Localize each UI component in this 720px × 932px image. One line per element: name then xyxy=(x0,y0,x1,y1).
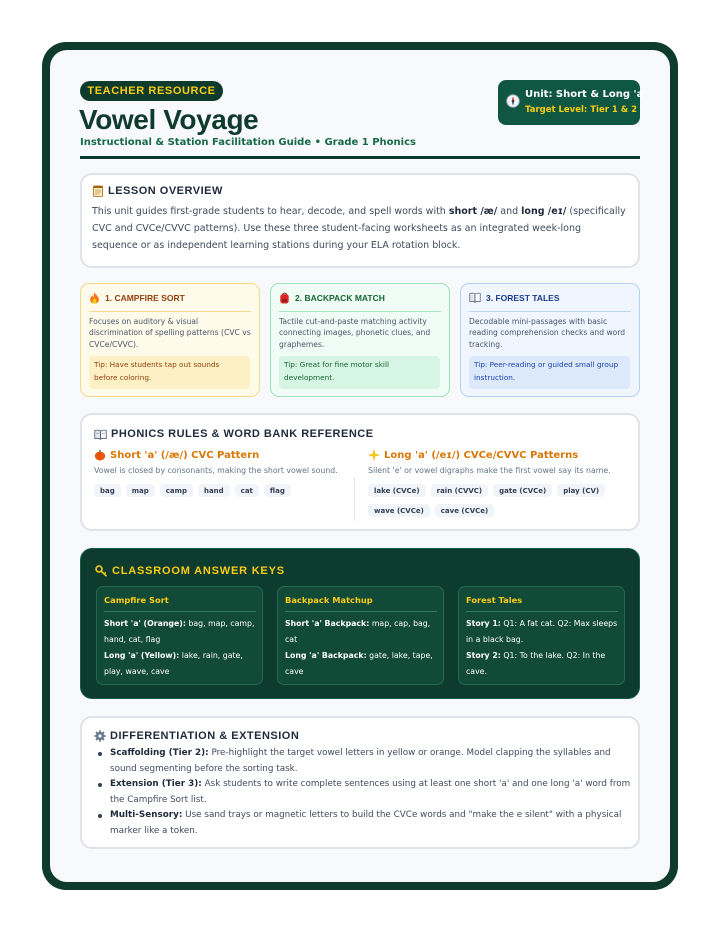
teacher-resource-badge: TEACHER RESOURCE xyxy=(80,81,223,101)
compass-icon xyxy=(506,94,520,108)
station-description: Decodable mini-passages with basic reading comprehension checks and word tracking. xyxy=(469,317,626,349)
short-a-column xyxy=(94,447,354,497)
word-chip: rain (CVVC) xyxy=(431,484,489,497)
word-chip: map xyxy=(126,484,155,497)
answer-keys-heading xyxy=(95,565,285,577)
phonics-title: PHONICS RULES & WORD BANK REFERENCE xyxy=(111,428,374,440)
page-subtitle: Instructional & Station Facilitation Guide • Grade 1 Phonics xyxy=(80,137,416,148)
word-chip: cave (CVCe) xyxy=(435,504,494,517)
long-a-title: Long 'a' (/eɪ/) CVCe/CVVC Patterns xyxy=(384,449,579,461)
word-chip: play (CV) xyxy=(557,484,605,497)
station-card-campfire-sort xyxy=(80,283,260,397)
unit-title: Unit: Short & Long 'a' xyxy=(525,89,647,100)
word-chip: gate (CVCe) xyxy=(493,484,552,497)
station-title: 2. BACKPACK MATCH xyxy=(295,293,385,303)
station-card-backpack-match xyxy=(270,283,450,397)
station-tip: Tip: Peer-reading or guided small group instruction. xyxy=(469,356,630,389)
word-chip: lake (CVCe) xyxy=(368,484,426,497)
station-description: Focuses on auditory & visual discrimination of spelling patterns (CVC vs CVCe/CVVC). xyxy=(89,317,251,349)
word-chip: camp xyxy=(160,484,193,497)
answer-line: Short 'a' (Orange): bag, map, camp, hand, cat, flag xyxy=(104,619,255,644)
answer-key-forest-tales xyxy=(458,586,625,685)
lesson-overview-text: This unit guides first-grade students to hear, decode, and spell words with short /æ/ and long /eɪ/ (specifically CVC and CVCe/CVVC patterns). Use these three student-facing worksheets as an integrated week-long sequence or as independent learning stations during your ELA rotation block. xyxy=(92,206,626,251)
list-item: Extension (Tier 3): Ask students to write complete sentences using at least one short 'a' and one long 'a' word from the Campfire Sort list. xyxy=(110,777,632,808)
column-divider xyxy=(354,477,355,521)
long-a-description: Silent 'e' or vowel digraphs make the first vowel say its name. xyxy=(368,466,611,475)
short-a-title: Short 'a' (/æ/) CVC Pattern xyxy=(110,449,260,461)
differentiation-card xyxy=(80,716,640,849)
divider xyxy=(104,611,256,612)
station-card-forest-tales xyxy=(460,283,640,397)
answer-key-backpack-matchup xyxy=(277,586,444,685)
page-title: Vowel Voyage xyxy=(79,104,259,135)
divider xyxy=(89,311,251,312)
station-tip: Tip: Great for fine motor skill development. xyxy=(279,356,440,389)
short-a-description: Vowel is closed by consonants, making the short vowel sound. xyxy=(94,466,338,475)
answer-line: Long 'a' Backpack: gate, lake, tape, cave xyxy=(285,651,433,676)
answer-line: Long 'a' (Yellow): lake, rain, gate, play, wave, cave xyxy=(104,651,243,676)
answer-keys-title: CLASSROOM ANSWER KEYS xyxy=(112,565,285,577)
divider xyxy=(285,611,437,612)
divider xyxy=(466,611,618,612)
differentiation-list xyxy=(110,746,632,839)
lesson-overview-heading xyxy=(92,185,223,197)
word-chip: flag xyxy=(264,484,291,497)
word-chip: hand xyxy=(198,484,230,497)
answer-line: Story 1: Q1: A fat cat. Q2: Max sleeps in a black bag. xyxy=(466,619,618,644)
unit-card xyxy=(498,80,647,125)
answer-key-title: Forest Tales xyxy=(466,595,523,605)
answer-key-title: Campfire Sort xyxy=(104,595,169,605)
phonics-heading xyxy=(94,428,374,440)
long-a-word-bank xyxy=(368,484,628,517)
word-chip: bag xyxy=(94,484,121,497)
pumpkin-icon xyxy=(94,449,106,461)
station-title: 1. CAMPFIRE SORT xyxy=(105,293,185,303)
notepad-icon xyxy=(92,185,104,197)
word-chip: cat xyxy=(235,484,259,497)
answer-key-title: Backpack Matchup xyxy=(285,595,373,605)
word-chip: wave (CVCe) xyxy=(368,504,430,517)
divider xyxy=(469,311,631,312)
answer-line: Story 2: Q1: To the lake. Q2: In the cave. xyxy=(466,651,606,676)
header-divider xyxy=(80,156,640,159)
long-a-column xyxy=(368,447,628,517)
lesson-overview-title: LESSON OVERVIEW xyxy=(108,185,223,197)
station-description: Tactile cut-and-paste matching activity connecting images, phonetic clues, and graphemes. xyxy=(279,317,431,349)
list-item: Scaffolding (Tier 2): Pre-highlight the target vowel letters in yellow or orange. Model clapping the syllables and sound segmenting before the sorting task. xyxy=(110,746,632,777)
short-a-word-bank xyxy=(94,484,354,497)
key-icon xyxy=(95,565,108,577)
backpack-icon xyxy=(279,292,290,304)
phonics-reference-card xyxy=(80,413,640,531)
lesson-overview-card xyxy=(80,173,640,268)
station-title: 3. FOREST TALES xyxy=(486,292,560,303)
differentiation-title: DIFFERENTIATION & EXTENSION xyxy=(110,730,300,742)
answer-line: Short 'a' Backpack: map, cap, bag, cat xyxy=(285,619,431,644)
answer-key-campfire-sort xyxy=(96,586,263,685)
unit-target-level: Target Level: Tier 1 & 2 xyxy=(525,105,638,115)
fire-icon xyxy=(89,292,100,304)
open-book-icon xyxy=(94,429,107,440)
list-item: Multi-Sensory: Use sand trays or magnetic letters to build the CVCe words and "make the e silent" with a physical marker like a token. xyxy=(110,808,632,839)
sparkle-icon xyxy=(368,449,380,461)
book-icon xyxy=(469,292,481,303)
gear-icon xyxy=(94,730,106,742)
divider xyxy=(279,311,441,312)
differentiation-heading xyxy=(94,730,299,742)
answer-keys-panel xyxy=(80,548,640,699)
station-tip: Tip: Have students tap out sounds before coloring. xyxy=(89,356,250,389)
